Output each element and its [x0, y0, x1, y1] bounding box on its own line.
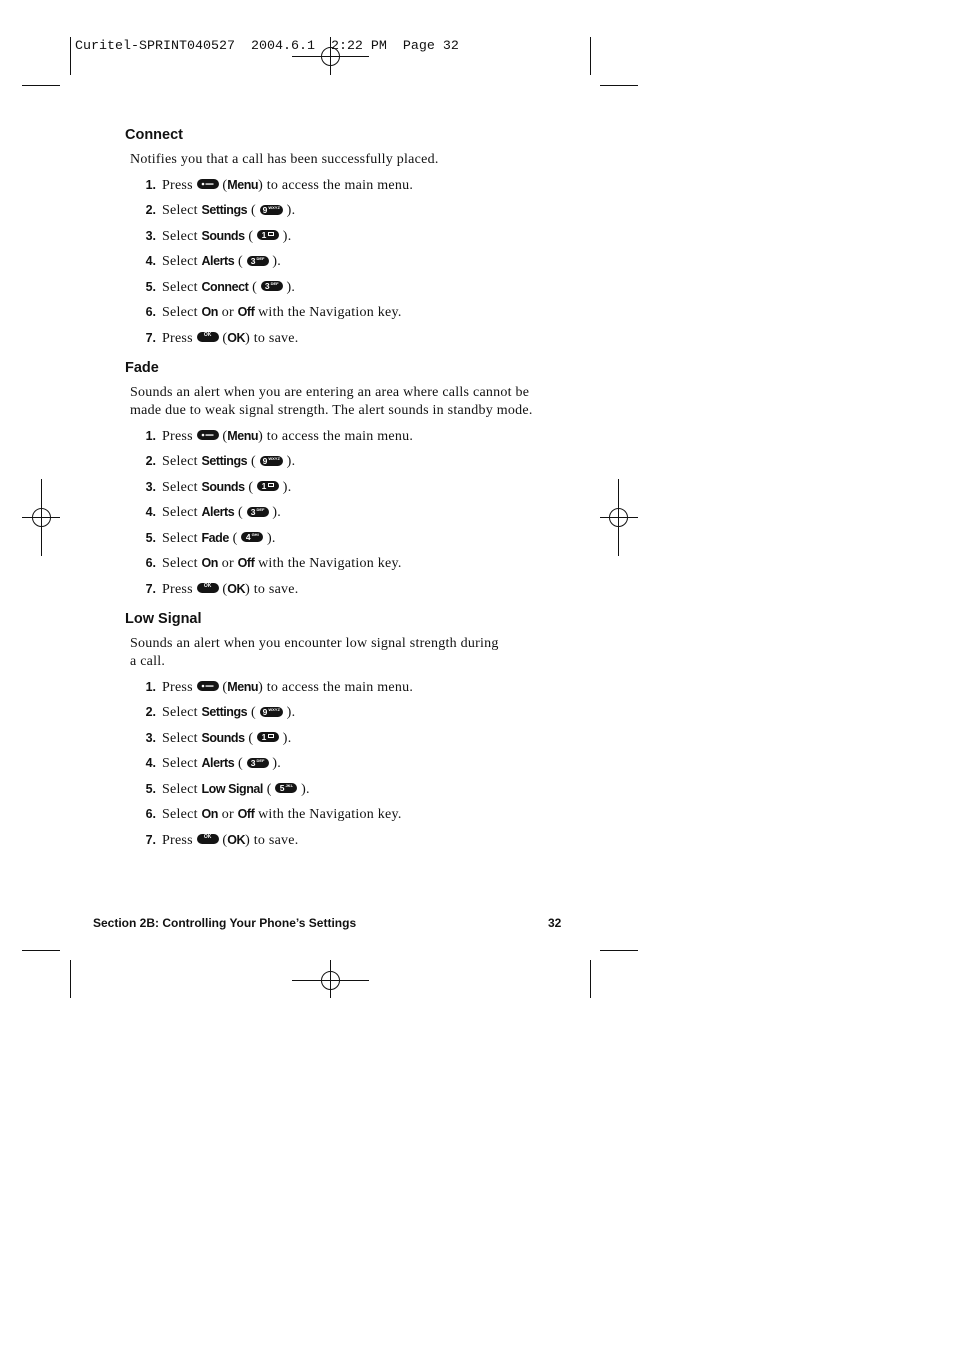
step-text: ( [218, 679, 228, 695]
section-heading: Connect [125, 126, 183, 143]
ui-label: Alerts [201, 756, 235, 770]
key-letters: DEF [256, 506, 265, 512]
ui-label: Connect [201, 279, 249, 294]
menu-key-icon [197, 430, 219, 440]
key-letters: JKL [285, 783, 294, 789]
step-number: 7. [145, 832, 156, 847]
key-label: OK [203, 834, 212, 841]
step-number: 6. [145, 556, 156, 570]
ui-label: On [201, 556, 218, 570]
registration-mark-bottom [292, 960, 369, 998]
step-text: Select [162, 730, 202, 746]
key-3-icon [261, 281, 283, 291]
registration-circle [33, 509, 51, 527]
step-item [140, 173, 595, 199]
key-digit: 1 [261, 481, 267, 492]
step-text: Select [162, 454, 202, 469]
step-text: ). [297, 781, 310, 797]
step-item [140, 300, 595, 326]
ui-label: OK [227, 832, 246, 847]
key-3-icon [247, 507, 269, 517]
step-text: Select [162, 279, 202, 295]
step-number: 3. [145, 479, 156, 494]
section-description [130, 635, 595, 671]
step-text: or [217, 556, 238, 571]
step-text: with the Navigation key. [254, 556, 402, 571]
step-text: ( [218, 330, 228, 346]
step-text: Select [162, 781, 202, 797]
key-3-icon [247, 256, 269, 266]
registration-mark-left [22, 479, 60, 556]
step-text: ( [247, 454, 260, 469]
key-digit: 1 [261, 230, 267, 241]
key-letters: GHI [251, 532, 259, 538]
key-4-icon [241, 532, 263, 542]
glyph-bar [205, 435, 213, 436]
step-text: ). [279, 479, 292, 495]
menu-key-icon [197, 681, 219, 691]
step-text: ) to access the main menu. [258, 428, 414, 444]
key-digit: 3 [264, 281, 270, 292]
ui-label: Sounds [201, 479, 245, 494]
crop-mark-top-left [22, 37, 71, 86]
step-text: ( [234, 756, 247, 771]
menu-key-glyph [201, 683, 215, 689]
step-text: ) to save. [245, 581, 299, 597]
step-text: ) to save. [245, 330, 299, 346]
step-text: Press [162, 581, 197, 597]
key-9-icon [260, 707, 283, 717]
key-1-voicemail-icon [257, 481, 279, 491]
key-letters: WXYZ [268, 706, 280, 712]
section-low-signal [125, 607, 595, 854]
step-text: Select [162, 807, 202, 822]
step-item [140, 577, 595, 603]
step-text: Press [162, 177, 197, 193]
step-item [140, 551, 595, 577]
ui-label: Settings [201, 454, 248, 468]
step-number: 7. [145, 581, 156, 596]
key-digit: 5 [279, 783, 285, 794]
step-text: ). [282, 454, 296, 469]
step-item [140, 726, 595, 752]
ui-label: OK [227, 581, 246, 596]
ui-label: On [201, 807, 218, 821]
glyph-bar [205, 184, 213, 185]
step-text: ( [218, 177, 228, 193]
ui-label: Settings [201, 705, 248, 719]
ui-label: Off [237, 807, 255, 821]
envelope-icon [268, 232, 274, 236]
step-number: 2. [145, 203, 156, 217]
key-digit: 3 [250, 757, 256, 768]
key-digit: 9 [262, 204, 268, 215]
step-text: ) to save. [245, 832, 299, 848]
step-text: ) to access the main menu. [258, 177, 414, 193]
ui-label: Low Signal [201, 781, 263, 796]
step-item [140, 675, 595, 701]
glyph-bar [205, 686, 213, 687]
step-text: Select [162, 228, 202, 244]
step-item [140, 198, 595, 224]
ok-key-icon [197, 834, 219, 844]
step-list [125, 173, 595, 352]
ui-label: Menu [227, 679, 259, 694]
step-text: ). [268, 505, 282, 520]
step-text: ( [262, 781, 276, 797]
key-letters: WXYZ [268, 204, 280, 210]
step-number: 3. [145, 730, 156, 745]
key-5-icon [275, 783, 297, 793]
step-text: or [217, 305, 238, 320]
step-number: 5. [145, 781, 156, 796]
key-letters: DEF [256, 757, 265, 763]
step-text: ) to access the main menu. [258, 679, 414, 695]
description-line: made due to weak signal strength. The alert sounds in standby mode. [130, 402, 533, 418]
key-digit: 9 [262, 706, 268, 717]
step-item [140, 475, 595, 501]
step-number: 4. [145, 254, 156, 268]
step-text: Select [162, 530, 202, 546]
menu-key-glyph [201, 432, 215, 438]
step-text: ( [244, 228, 258, 244]
ok-key-icon [197, 583, 219, 593]
step-text: ( [247, 203, 260, 218]
step-text: ( [247, 705, 260, 720]
step-number: 5. [145, 279, 156, 294]
ui-label: Alerts [201, 254, 235, 268]
step-text: ). [279, 730, 292, 746]
key-1-voicemail-icon [257, 230, 279, 240]
key-9-icon [260, 205, 283, 215]
step-list [125, 424, 595, 603]
registration-mark-right [600, 479, 638, 556]
menu-key-icon [197, 179, 219, 189]
section-heading: Low Signal [125, 610, 202, 627]
step-text: Press [162, 832, 197, 848]
section-description [130, 151, 595, 169]
envelope-icon [268, 483, 274, 487]
step-text: ( [248, 279, 261, 295]
footer-section-title: Section 2B: Controlling Your Phone’s Settings [93, 916, 357, 930]
step-item [140, 449, 595, 475]
step-text: Select [162, 705, 202, 720]
step-item [140, 275, 595, 301]
step-item [140, 424, 595, 450]
key-digit: 9 [262, 455, 268, 466]
step-number: 2. [145, 705, 156, 719]
step-text: Press [162, 428, 197, 444]
key-letters: DEF [270, 281, 279, 287]
ui-label: Settings [201, 203, 248, 217]
ui-label: Off [237, 556, 255, 570]
step-text: Select [162, 479, 202, 495]
glyph-dot [201, 434, 204, 437]
step-list [125, 675, 595, 854]
step-text: ). [282, 705, 296, 720]
ui-label: Menu [227, 177, 259, 192]
step-text: ( [234, 254, 247, 269]
step-number: 1. [145, 679, 156, 694]
step-item [140, 802, 595, 828]
crop-mark-bottom-right [591, 951, 639, 999]
step-text: ). [263, 530, 276, 546]
description-line: Sounds an alert when you are entering an area where calls cannot be [130, 384, 530, 400]
print-slug-line: Curitel-SPRINT040527 2004.6.1 2:22 PM Page 32 [75, 39, 459, 54]
key-digit: 3 [250, 255, 256, 266]
crop-mark-bottom-left [22, 951, 71, 999]
section-fade [125, 356, 595, 603]
step-number: 6. [145, 305, 156, 319]
step-text: or [217, 807, 238, 822]
key-digit: 1 [261, 732, 267, 743]
step-text: ). [282, 279, 296, 295]
key-letters: DEF [256, 255, 265, 261]
step-item [140, 326, 595, 352]
description-line: Notifies you that a call has been successfully placed. [130, 151, 439, 167]
step-item [140, 249, 595, 275]
step-text: ( [234, 505, 247, 520]
step-item [140, 224, 595, 250]
step-number: 1. [145, 177, 156, 192]
description-line: a call. [130, 653, 166, 669]
step-item [140, 500, 595, 526]
step-item [140, 828, 595, 854]
ui-label: Off [237, 305, 255, 319]
step-number: 5. [145, 530, 156, 545]
key-1-voicemail-icon [257, 732, 279, 742]
crop-mark-top-right [591, 37, 639, 86]
step-number: 3. [145, 228, 156, 243]
glyph-dot [201, 183, 204, 186]
step-item [140, 700, 595, 726]
step-number: 2. [145, 454, 156, 468]
ui-label: OK [227, 330, 246, 345]
key-digit: 3 [250, 506, 256, 517]
glyph-dot [201, 685, 204, 688]
step-text: ( [228, 530, 242, 546]
key-3-icon [247, 758, 269, 768]
ok-key-icon [197, 332, 219, 342]
registration-circle [610, 509, 628, 527]
step-text: ). [279, 228, 292, 244]
step-text: Select [162, 505, 202, 520]
step-text: with the Navigation key. [254, 807, 402, 822]
step-text: ( [218, 832, 228, 848]
step-text: Select [162, 556, 202, 571]
step-text: ). [282, 203, 296, 218]
step-number: 4. [145, 756, 156, 770]
step-text: ). [268, 756, 282, 771]
ui-label: Sounds [201, 730, 245, 745]
registration-circle [322, 972, 340, 990]
footer-page-number: 32 [548, 916, 562, 930]
section-heading: Fade [125, 359, 159, 376]
step-text: Press [162, 679, 197, 695]
step-text: Select [162, 756, 202, 771]
key-label: OK [203, 583, 212, 590]
step-item [140, 526, 595, 552]
step-text: ( [244, 730, 258, 746]
step-text: Select [162, 305, 202, 320]
ui-label: Menu [227, 428, 259, 443]
step-text: ). [268, 254, 282, 269]
step-number: 7. [145, 330, 156, 345]
step-text: Select [162, 203, 202, 218]
step-number: 1. [145, 428, 156, 443]
step-text: Select [162, 254, 202, 269]
key-9-icon [260, 456, 283, 466]
page-content [125, 123, 595, 854]
section-description [130, 384, 595, 420]
step-text: ( [218, 428, 228, 444]
ui-label: Fade [201, 530, 229, 545]
step-number: 6. [145, 807, 156, 821]
key-digit: 4 [245, 532, 251, 543]
step-item [140, 751, 595, 777]
ui-label: On [201, 305, 218, 319]
section-connect [125, 123, 595, 352]
key-letters: WXYZ [268, 455, 280, 461]
description-line: Sounds an alert when you encounter low signal strength during [130, 635, 499, 651]
step-text: Press [162, 330, 197, 346]
step-item [140, 777, 595, 803]
key-label: OK [203, 332, 212, 339]
menu-key-glyph [201, 181, 215, 187]
step-number: 4. [145, 505, 156, 519]
step-text: with the Navigation key. [254, 305, 402, 320]
envelope-icon [268, 734, 274, 738]
ui-label: Sounds [201, 228, 245, 243]
ui-label: Alerts [201, 505, 235, 519]
step-text: ( [218, 581, 228, 597]
step-text: ( [244, 479, 258, 495]
